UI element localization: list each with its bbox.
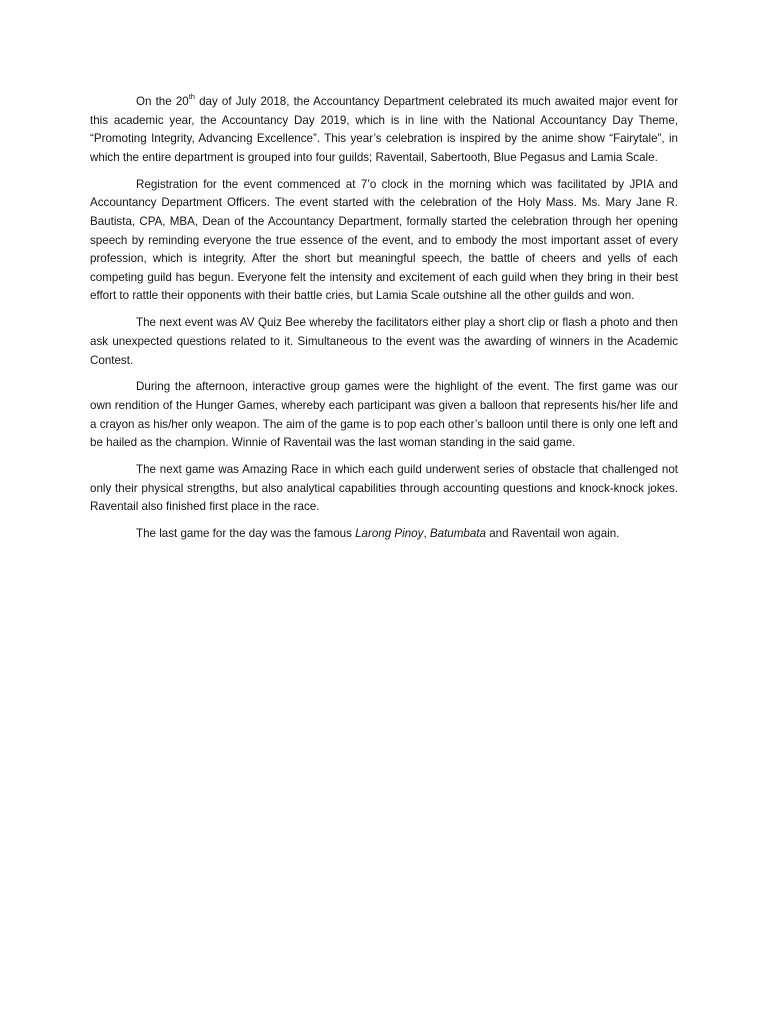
paragraph-5: The next game was Amazing Race in which each guild underwent series of obstacle that challenged not only their physical strengths, but also analytical capabilities through accounting questions and knock-knock jokes. Raventail also finished first place in the race. (90, 463, 678, 514)
italic-larong-pinoy: Larong Pinoy (355, 527, 424, 541)
paragraph-6-text-end: and Raventail won again. (485, 527, 620, 541)
paragraph-1-text-end: day of July 2018, the Accountancy Department celebrated its much awaited major event for this academic year, the Accountancy Day 2019, which is in line with the National Accountancy Day Theme, “Promoting Integrity, Advancing Excellence”. This year’s celebration is inspired by the anime show “Fairytale”, in which the entire department is grouped into four guilds; Raventail, Sabertooth, Blue Pegasus and Lamia Scale. (90, 95, 678, 164)
paragraph-1 (90, 93, 678, 167)
ordinal-superscript: th (188, 92, 195, 102)
paragraph-6 (90, 525, 678, 544)
document-body (90, 93, 678, 552)
paragraph-2: Registration for the event commenced at 7’o clock in the morning which was facilitated by JPIA and Accountancy Department Officers. The event started with the celebration of the Holy Mass. Ms. Mary Jane R. Bautista, CPA, MBA, Dean of the Accountancy Department, formally started the celebration through her opening speech by reminding everyone the true essence of the event, and to embody the most important asset of every profession, which is integrity. After the short but meaningful speech, the battle of cheers and yells of each competing guild has begun. Everyone felt the intensity and excitement of each guild when they bring in their best effort to rattle their opponents with their battle cries, but Lamia Scale outshine all the other guilds and won. (90, 177, 678, 303)
paragraph-6-separator: , (423, 527, 430, 541)
paragraph-3: The next event was AV Quiz Bee whereby the facilitators either play a short clip or flash a photo and then ask unexpected questions related to it. Simultaneous to the event was the awarding of winners in the Academic Contest. (90, 316, 678, 367)
paragraph-1-text-start: On the 20 (136, 95, 189, 108)
paragraph-4: During the afternoon, interactive group games were the highlight of the event. The first game was our own rendition of the Hunger Games, whereby each participant was given a balloon that represents his/her life and a crayon as his/her only weapon. The aim of the game is to pop each other’s balloon until there is only one left and be hailed as the champion. Winnie of Raventail was the last woman standing in the said game. (90, 380, 678, 450)
paragraph-6-text-start: The last game for the day was the famous (136, 527, 356, 541)
italic-batumbata: Batumbata (429, 527, 486, 541)
